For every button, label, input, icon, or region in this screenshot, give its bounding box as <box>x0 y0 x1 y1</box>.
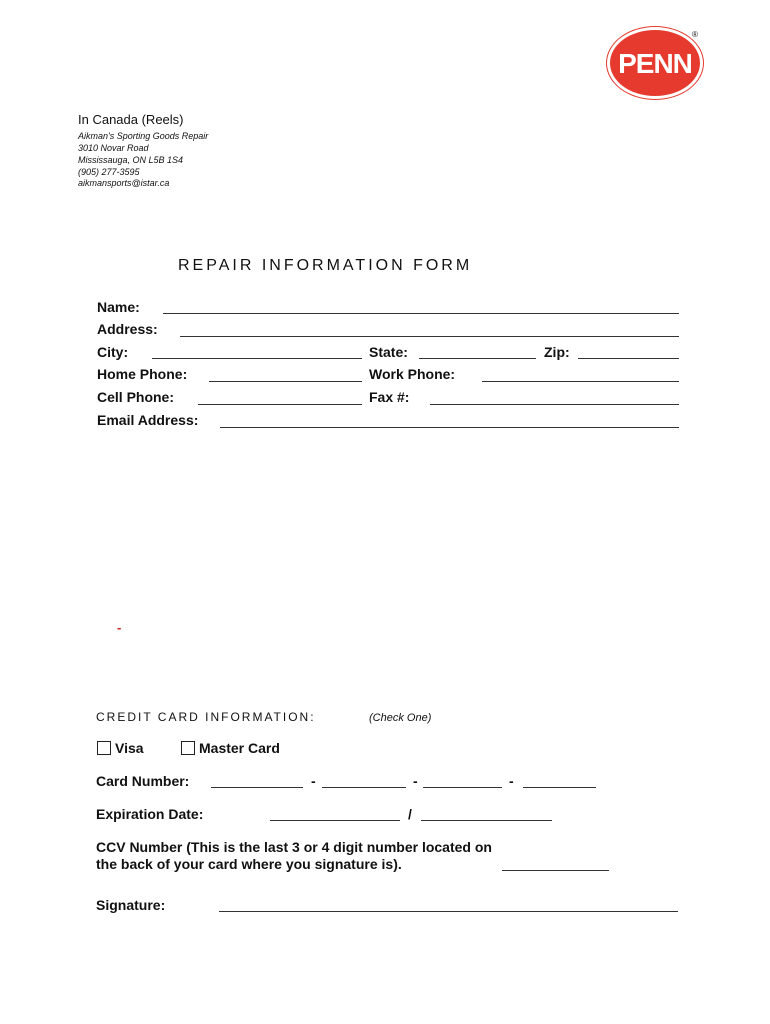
mastercard-checkbox[interactable] <box>181 741 195 755</box>
address-line-email: aikmansports@istar.ca <box>78 178 170 188</box>
home-phone-label: Home Phone: <box>97 366 188 382</box>
expiration-slash: / <box>408 806 412 822</box>
signature-field[interactable] <box>219 911 678 912</box>
state-label: State: <box>369 344 408 360</box>
check-one-note: (Check One) <box>369 712 432 724</box>
address-line-phone: (905) 277-3595 <box>78 167 140 177</box>
address-line-street: 3010 Novar Road <box>78 143 149 153</box>
address-label: Address: <box>97 321 158 337</box>
state-field[interactable] <box>419 358 536 359</box>
address-field[interactable] <box>180 336 679 337</box>
work-phone-label: Work Phone: <box>369 366 456 382</box>
city-field[interactable] <box>152 358 362 359</box>
fax-field[interactable] <box>430 404 679 405</box>
card-number-part-1[interactable] <box>211 787 303 788</box>
card-number-dash-3: - <box>509 773 514 789</box>
visa-label: Visa <box>115 740 144 756</box>
email-label: Email Address: <box>97 412 199 428</box>
fax-label: Fax #: <box>369 389 410 405</box>
name-field[interactable] <box>163 313 679 314</box>
city-label: City: <box>97 344 129 360</box>
card-number-part-2[interactable] <box>322 787 406 788</box>
ccv-field[interactable] <box>502 870 609 871</box>
name-label: Name: <box>97 299 140 315</box>
signature-label: Signature: <box>96 897 166 913</box>
expiration-month-field[interactable] <box>270 820 400 821</box>
zip-label: Zip: <box>544 344 570 360</box>
home-phone-field[interactable] <box>209 381 362 382</box>
card-number-dash-2: - <box>413 773 418 789</box>
mastercard-label: Master Card <box>199 740 280 756</box>
address-line-company: Aikman's Sporting Goods Repair <box>78 131 209 141</box>
email-field[interactable] <box>220 427 679 428</box>
form-title: REPAIR INFORMATION FORM <box>178 257 473 274</box>
credit-card-heading: CREDIT CARD INFORMATION: <box>96 710 316 724</box>
logo-text: PENN <box>618 48 692 79</box>
registered-mark: ® <box>692 30 698 39</box>
penn-logo <box>607 27 703 99</box>
visa-checkbox[interactable] <box>97 741 111 755</box>
expiration-year-field[interactable] <box>421 820 552 821</box>
work-phone-field[interactable] <box>482 381 679 382</box>
card-number-dash-1: - <box>311 773 316 789</box>
cell-phone-field[interactable] <box>198 404 362 405</box>
address-line-city: Mississauga, ON L5B 1S4 <box>78 155 184 165</box>
ccv-label-line-2: the back of your card where you signature is). <box>96 856 402 872</box>
cell-phone-label: Cell Phone: <box>97 389 175 405</box>
card-number-label: Card Number: <box>96 773 190 789</box>
ccv-label-line-1: CCV Number (This is the last 3 or 4 digit number located on <box>96 839 492 855</box>
card-number-part-4[interactable] <box>523 787 596 788</box>
address-heading: In Canada (Reels) <box>78 112 184 127</box>
stray-mark: - <box>117 620 122 635</box>
card-number-part-3[interactable] <box>423 787 502 788</box>
zip-field[interactable] <box>578 358 679 359</box>
expiration-label: Expiration Date: <box>96 806 204 822</box>
